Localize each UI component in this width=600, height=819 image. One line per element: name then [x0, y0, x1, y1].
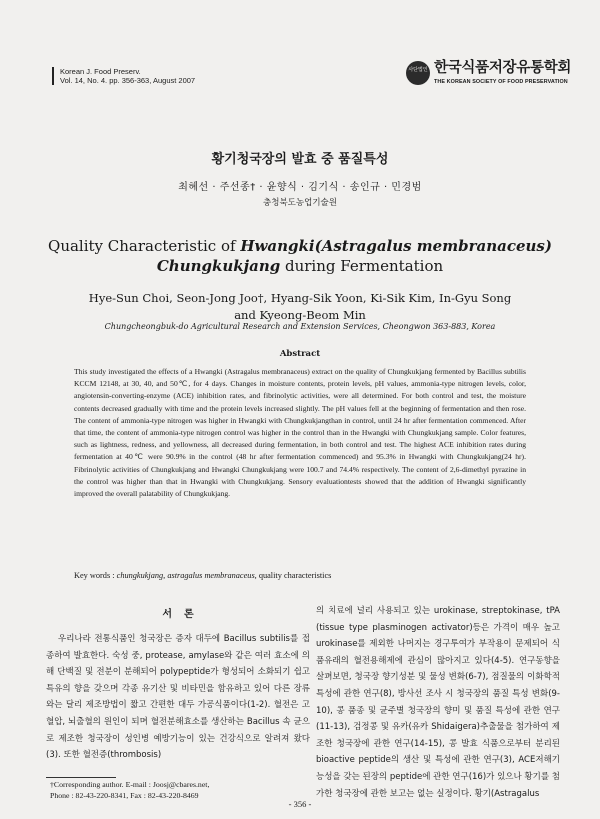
title-english-italic2: Chungkukjang	[156, 257, 281, 275]
title-korean: 황기청국장의 발효 중 품질특성	[211, 152, 389, 167]
title-english	[0, 236, 600, 276]
title-english-part2: during Fermentation	[280, 257, 444, 275]
footnote-divider	[46, 777, 116, 778]
society-name-korean: 한국식품저장유통학회	[434, 60, 572, 76]
keywords-rest: quality characteristics	[256, 571, 332, 580]
keywords-italic: chungkukjang, astragalus membranaceus,	[116, 571, 257, 580]
authors-korean: 최혜선 · 주선종† · 윤향식 · 김기식 · 송인규 · 민경범	[178, 182, 422, 193]
society-name-english: THE KOREAN SOCIETY OF FOOD PRESERVATION	[434, 79, 568, 85]
affiliation-korean: 충청북도농업기술원	[263, 198, 337, 208]
society-logo	[406, 60, 571, 92]
body-right-column: 의 치료에 널리 사용되고 있는 urokinase, streptokinase, tPA (tissue type plasminogen activator)등은 가격이 매우 높고 urokinase를 제외한 나머지는 경구투여가 부작용이 문제되어 식품유래의 혈전용해제에 관심이 많아지고 있다(4-5). 연구동향을 살펴보면, 청국장 향기성분 및 물성 변화(6-7), 점질물의 이화학적 특성에 관한 연구(8), 방사선 조사 시 청국장의 품질 특성 변화(9-10), 콩 품종 및 균주별 청국장의 향미 및 품질 특성에 관한 연구(11-13), 검정콩 및 유카(유카 Shidaigera)추출물을 첨가하여 제조한 청국장에 관한 연구(14-15), 콩 발효 식품으로부터 분리된 bioactive peptide의 생산 및 특성에 관한 연구(3), ACE저해기능성을 갖는 된장의 peptide에 관한 연구(16)가 있으나 황기를 첨가한 청국장에 관한 보고는 없는 실정이다. 황기(Astragalus	[316, 606, 560, 799]
authors-english-line1: Hye-Sun Choi, Seon-Jong Joo†, Hyang-Sik Yoon, Ki-Sik Kim, In-Gyu Song	[88, 291, 512, 305]
body-left-column: 우리나라 전통식품인 청국장은 증자 대두에 Bacillus subtilis를 접종하여 발효한다. 숙성 중, protease, amylase와 같은 여러 효소에 의해 단백질 및 전분이 분해되어 polypeptide가 형성되어 소화되기 쉽고 특유의 향을 갖으며 각종 유기산 및 비타민을 함유하고 있어 다른 장류와는 달리 제조방법이 짧고 간편한 대두 가공식품이다(1-2). 혈전은 고혈압, 뇌출혈의 원인이 되며 혈전분해효소를 생산하는 Bacillus 속 균으로 제조한 청국장이 성인병 예방기능이 있는 건강식으로 알려져 왔다(3). 또한 혈전증(thrombosis)	[46, 634, 310, 761]
title-english-part1: Quality Characteristic of	[48, 237, 241, 255]
keywords	[74, 571, 534, 580]
journal-name: Korean J. Food Preserv.	[60, 67, 141, 76]
footnote	[50, 779, 310, 801]
journal-volume: Vol. 14, No. 4. pp. 356-363, August 2007	[60, 76, 196, 85]
page-number: - 356 -	[288, 799, 312, 809]
abstract-heading: Abstract	[279, 349, 321, 359]
journal-citation	[52, 67, 195, 85]
footnote-phone: Phone : 82-43-220-8341, Fax : 82-43-220-8469	[50, 791, 199, 800]
section-heading-introduction: 서론	[162, 609, 206, 620]
society-emblem-icon	[406, 61, 430, 85]
emblem-text: 사단법인	[408, 67, 428, 73]
authors-english-line2: and Kyeong-Beom Min	[234, 308, 366, 322]
affiliation-english: Chungcheongbuk-do Agricultural Research and Extension Services, Cheongwon 363-883, Korea	[104, 322, 496, 331]
keywords-label: Key words :	[74, 571, 115, 580]
footnote-email: †Corresponding author. E-mail : Joosj@cbares.net,	[50, 780, 210, 789]
authors-english	[0, 290, 600, 324]
abstract-body: This study investigated the effects of a Hwangki (Astragalus membranaceus) extract on the quality of Chungkukjang fermented by Bacillus subtilis KCCM 12148, at 30, 40, and 50℃, for 4 days. Changes in moisture contents, protein levels, pH values, ammonia-type nitrogen levels, color, angiotensin-converting-enzyme (ACE) inhibition rates, and fibrinolytic activities, were all determined. For both control and test, the moisture contents decreased gradually with time and the protein levels increased slightly. The pH values fell at the beginning of fermentation and then rose. The content of ammonia-type nitrogen was higher in Hwangki with Chungkukjangthan in control, until 24 hr after fermentation commenced. After that time, the content of ammonia-type nitrogen control was higher in the control than in the Hwangki with Chungkukjang sample. Color features, such as lightness, redness, and yellowness, all decreased during fermentation, in both control and test. The highest ACE inhibition rates during fermentation at 40℃ were 90.9% in the control (48 hr after fermentation commenced) and 95.3% in Hwangki with Chungkukjang(24 hr). Fibrinolytic activities of Chungkukjang and Hwangki Chungkukjang were 100.7 and 74.4% respectively. The content of 2,6-dimethyl pyrazine in the control was higher than that in Hwangki with Chungkukjang. Sensory evaluationtests showed that the addition of Hwangki significantly improved the overall palatability of Chungkukjang.	[74, 367, 526, 499]
title-english-italic1: Hwangki(Astragalus membranaceus)	[240, 237, 552, 255]
